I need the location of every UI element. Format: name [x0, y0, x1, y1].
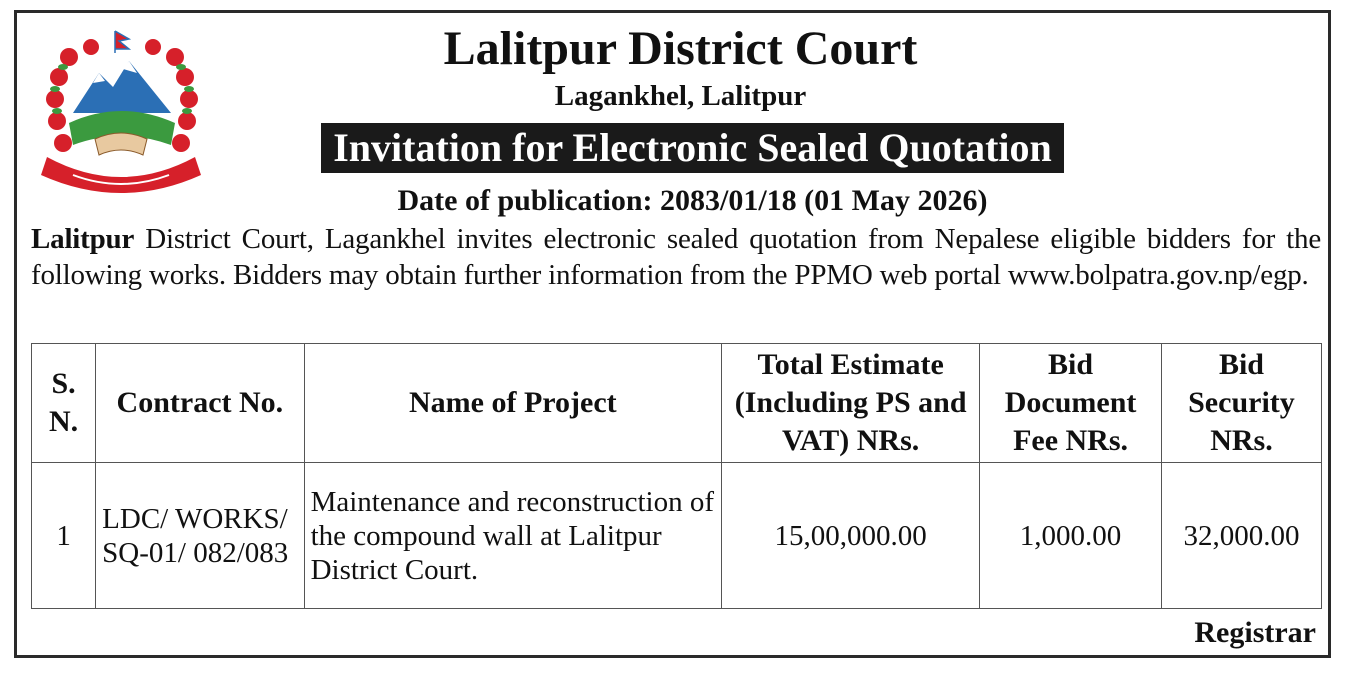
intro-text: District Court, Lagankhel invites electronic sealed quotation from Nepalese eligible bidders for the following works. Bidders may obtain further information from the PPMO web portal www.bolpatra.gov.np/egp.	[31, 223, 1321, 291]
intro-paragraph	[31, 221, 1321, 293]
notice-banner: Invitation for Electronic Sealed Quotation	[321, 123, 1064, 173]
header-bid-document-fee: Bid Document Fee NRs.	[980, 344, 1162, 463]
cell-contract-no: LDC/ WORKS/ SQ-01/ 082/083	[96, 463, 304, 609]
notice-frame	[14, 10, 1331, 658]
header-total-estimate: Total Estimate (Including PS and VAT) NRs.	[722, 344, 980, 463]
cell-bid-security: 32,000.00	[1161, 463, 1321, 609]
cell-total-estimate: 15,00,000.00	[722, 463, 980, 609]
table-row	[32, 463, 1322, 609]
header-name-of-project: Name of Project	[304, 344, 722, 463]
intro-bold-lead: Lalitpur	[31, 223, 135, 255]
works-table	[31, 343, 1322, 609]
header-contract-no: Contract No.	[96, 344, 304, 463]
table-header-row	[32, 344, 1322, 463]
cell-bid-document-fee: 1,000.00	[980, 463, 1162, 609]
header-bid-security: Bid Security NRs.	[1161, 344, 1321, 463]
court-title: Lalitpur District Court	[443, 22, 918, 75]
header-sn: S. N.	[32, 344, 96, 463]
cell-name-of-project: Maintenance and reconstruction of the compound wall at Lalitpur District Court.	[304, 463, 722, 609]
notice-banner-container	[17, 123, 1334, 173]
court-location: Lagankhel, Lalitpur	[554, 80, 807, 112]
signatory: Registrar	[1194, 616, 1316, 649]
publication-date: Date of publication: 2083/01/18 (01 May 2026)	[397, 184, 988, 217]
cell-sn: 1	[32, 463, 96, 609]
